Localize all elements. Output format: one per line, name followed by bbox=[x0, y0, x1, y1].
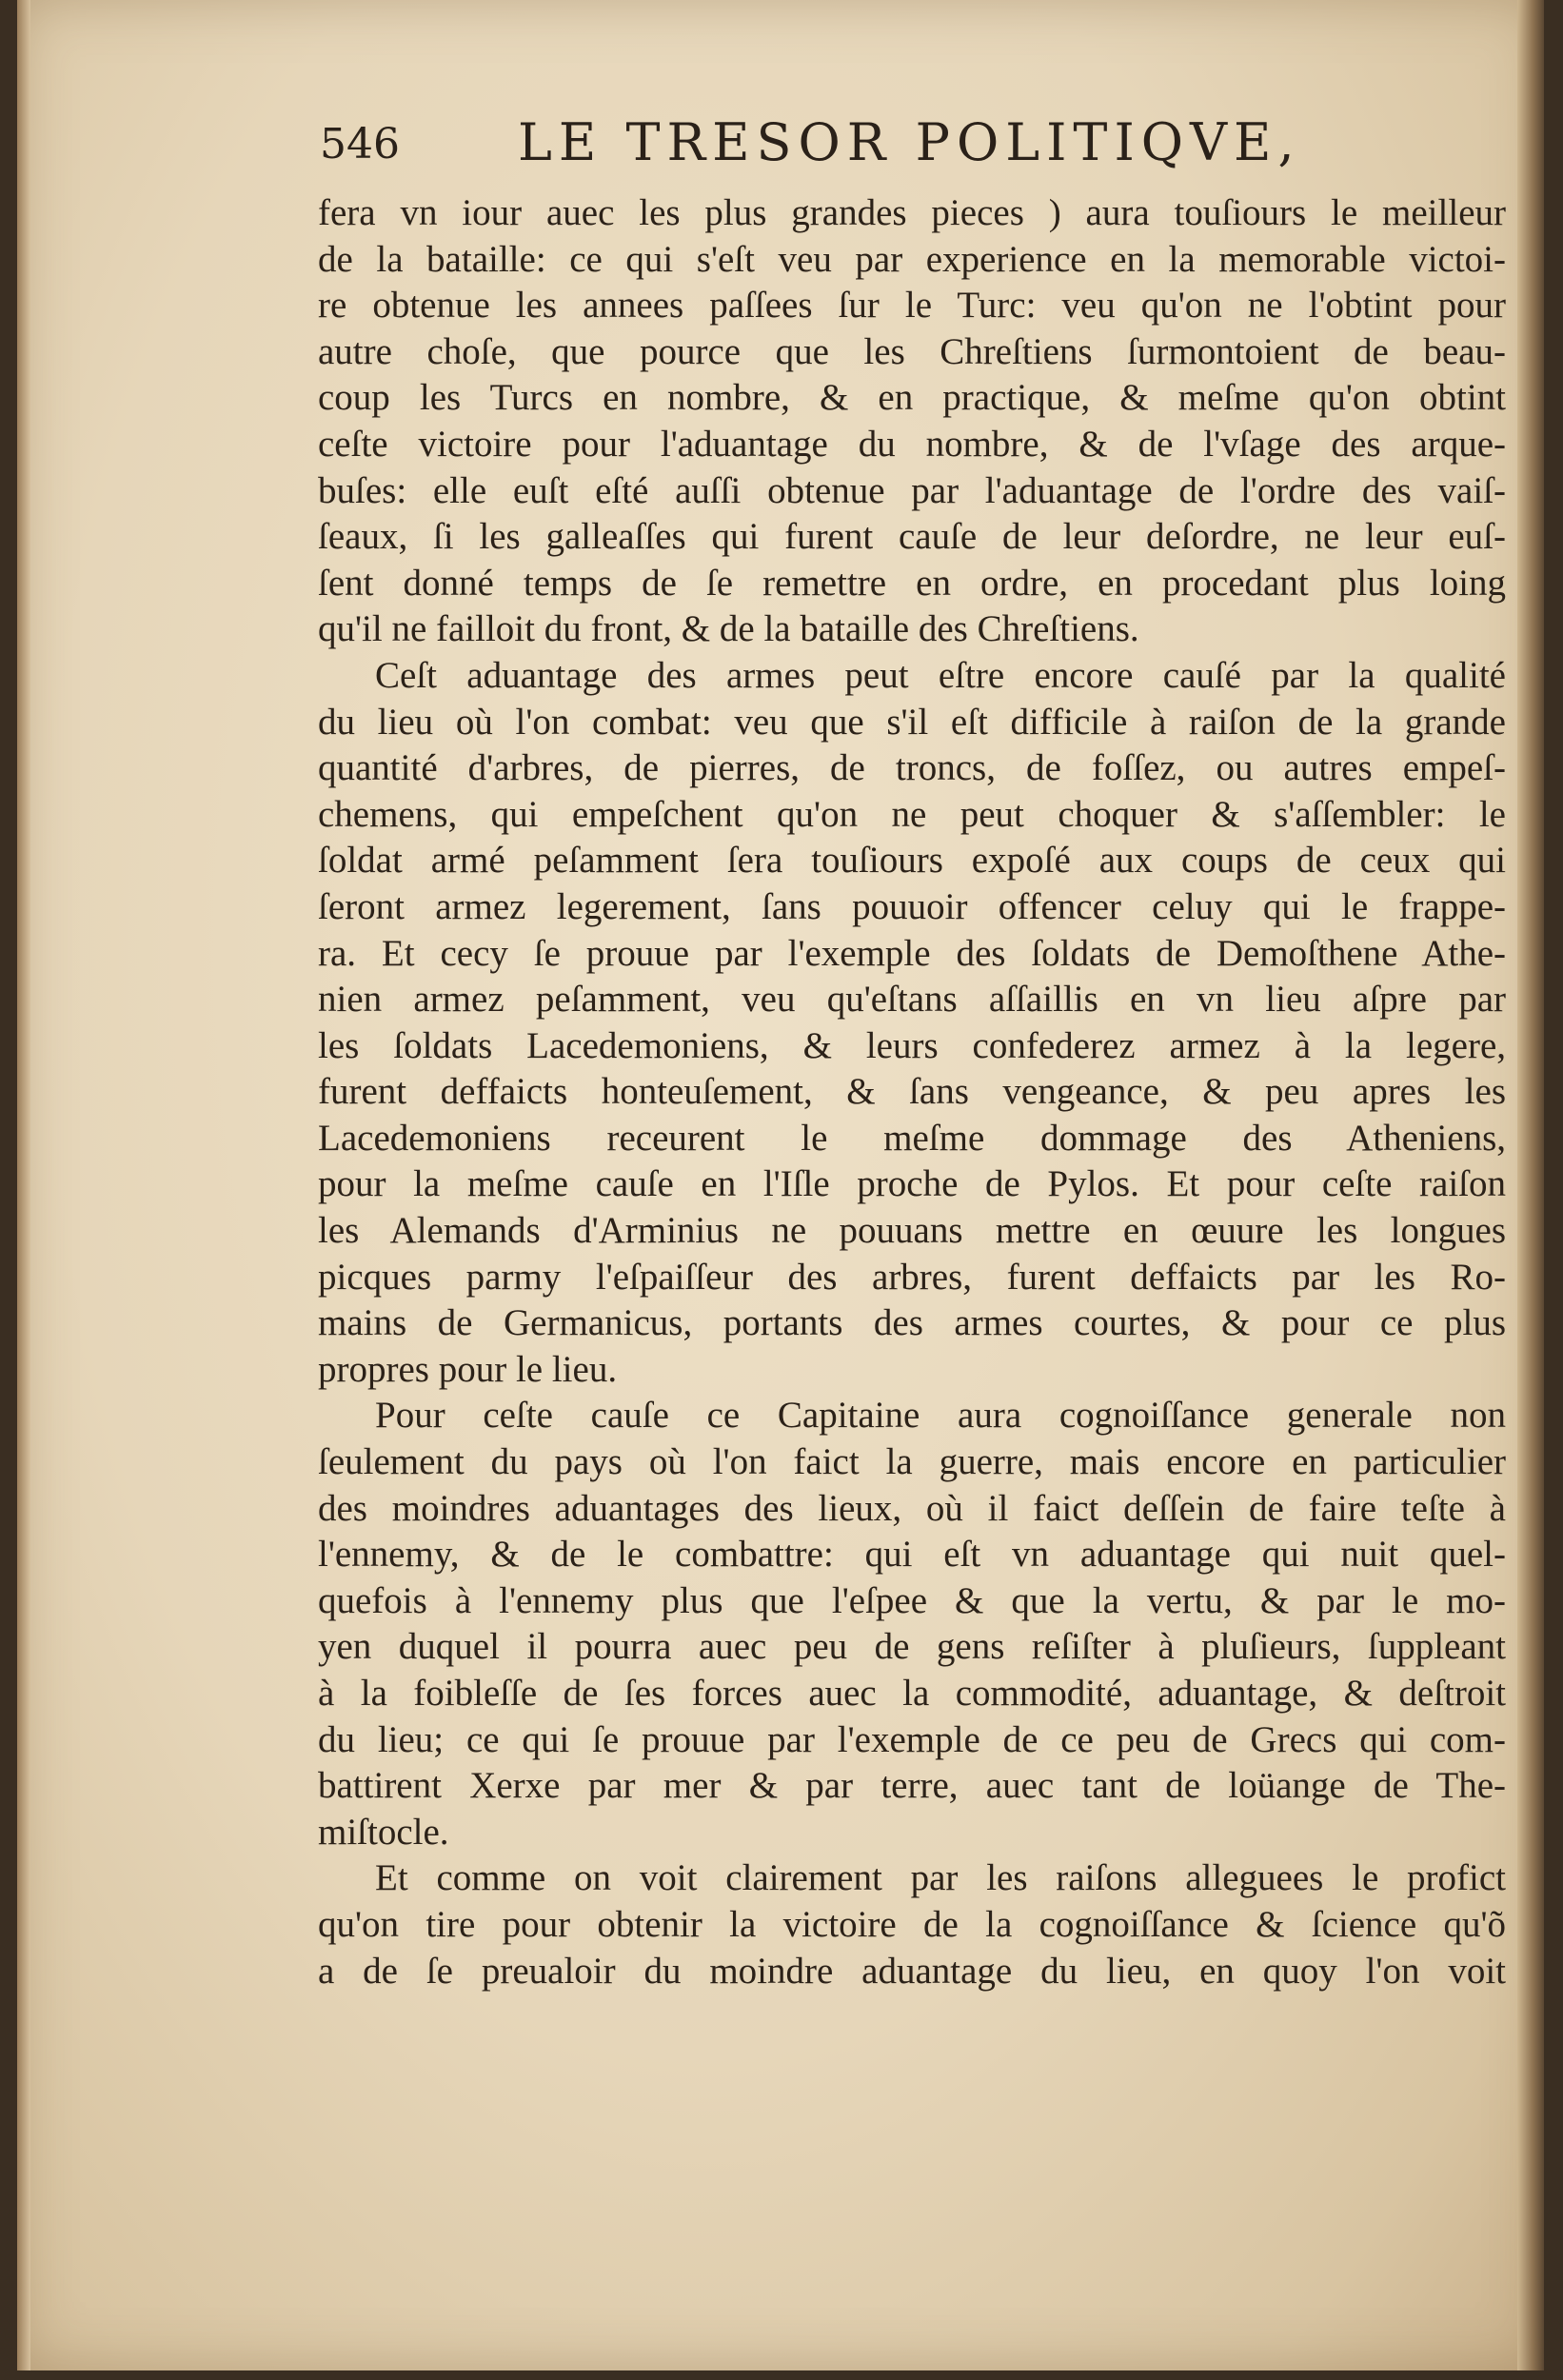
text-line: l'ennemy, & de le combattre: qui eſt vn aduantage qui nuit quel- bbox=[318, 1534, 1506, 1576]
page-number: 546 bbox=[320, 120, 400, 169]
text-line: ſeront armez legerement, ſans pouuoir offencer celuy qui le frappe- bbox=[318, 885, 1506, 927]
text-line: qu'il ne failloit du front, & de la bataille des Chreſtiens. bbox=[318, 608, 1139, 650]
text-line: picques parmy l'eſpaiſſeur des arbres, furent deffaicts par les Ro- bbox=[318, 1256, 1506, 1298]
text-line: à la foibleſſe de ſes forces auec la commodité, aduantage, & deſtroit bbox=[318, 1673, 1506, 1714]
text-line: battirent Xerxe par mer & par terre, auec tant de loüange de The- bbox=[318, 1765, 1506, 1807]
text-line: des moindres aduantages des lieux, où il faict deſſein de faire teſte à bbox=[318, 1487, 1506, 1529]
text-line: buſes: elle euſt eſté auſſi obtenue par l'aduantage de l'ordre des vaiſ- bbox=[318, 469, 1506, 511]
text-line: a de ſe preualoir du moindre aduantage du lieu, en quoy l'on voit bbox=[318, 1950, 1506, 1992]
text-line: ſent donné temps de ſe remettre en ordre, en procedant plus loing bbox=[318, 562, 1506, 604]
text-line: ra. Et cecy ſe prouue par l'exemple des ſoldats de Demoſthene Athe- bbox=[318, 932, 1506, 974]
text-line: mains de Germanicus, portants des armes courtes, & pour ce plus bbox=[318, 1302, 1506, 1344]
text-line: coup les Turcs en nombre, & en practique, & meſme qu'on obtint bbox=[318, 377, 1506, 419]
text-line: chemens, qui empeſchent qu'on ne peut choquer & s'aſſembler: le bbox=[318, 793, 1506, 835]
text-line: ceſte victoire pour l'aduantage du nombre, & de l'vſage des arque- bbox=[318, 423, 1506, 465]
text-line: du lieu; ce qui ſe prouue par l'exemple de ce peu de Grecs qui com- bbox=[318, 1718, 1506, 1760]
text-line: les ſoldats Lacedemoniens, & leurs confederez armez à la legere, bbox=[318, 1024, 1506, 1066]
text-line: du lieu où l'on combat: veu que s'il eſt difficile à raiſon de la grande bbox=[318, 701, 1506, 743]
text-line: fera vn iour auec les plus grandes pieces ) aura touſiours le meilleur bbox=[318, 192, 1506, 233]
text-line: propres pour le lieu. bbox=[318, 1348, 618, 1390]
text-line: miſtocle. bbox=[318, 1811, 449, 1853]
paragraph-start-line: Et comme on voit clairement par les raiſons alleguees le profict bbox=[375, 1857, 1506, 1899]
paragraph-start-line: Ceſt aduantage des armes peut eſtre encore cauſé par la qualité bbox=[375, 654, 1506, 696]
running-title: LE TRESOR POLITIQVE, bbox=[518, 112, 1301, 172]
text-line: quefois à l'ennemy plus que l'eſpee & que la vertu, & par le mo- bbox=[318, 1579, 1506, 1621]
text-line: yen duquel il pourra auec peu de gens reſiſter à pluſieurs, ſuppleant bbox=[318, 1626, 1506, 1668]
text-line: ſeaux, ſi les galleaſſes qui furent cauſe de leur deſordre, ne leur euſ- bbox=[318, 516, 1506, 558]
text-line: ſoldat armé peſamment ſera touſiours expoſé aux coups de ceux qui bbox=[318, 840, 1506, 882]
paragraph-start-line: Pour ceſte cauſe ce Capitaine aura cognoiſſance generale non bbox=[375, 1395, 1506, 1437]
text-line: furent deffaicts honteuſement, & ſans vengeance, & peu apres les bbox=[318, 1071, 1506, 1113]
page-left-edge bbox=[17, 0, 30, 2370]
text-line: qu'on tire pour obtenir la victoire de la cognoiſſance & ſcience qu'õ bbox=[318, 1903, 1506, 1945]
text-line: pour la meſme cauſe en l'Iſle proche de Pylos. Et pour ceſte raiſon bbox=[318, 1163, 1506, 1205]
text-line: quantité d'arbres, de pierres, de troncs, de foſſez, ou autres empeſ- bbox=[318, 747, 1506, 789]
body-text bbox=[318, 190, 1506, 1994]
text-line: autre choſe, que pource que les Chreſtiens ſurmontoient de beau- bbox=[318, 330, 1506, 372]
book-page bbox=[17, 0, 1544, 2370]
page-right-edge bbox=[1517, 0, 1544, 2370]
text-line: Lacedemoniens receurent le meſme dommage des Atheniens, bbox=[318, 1117, 1506, 1159]
text-line: de la bataille: ce qui s'eſt veu par experience en la memorable victoi- bbox=[318, 238, 1506, 280]
page-header bbox=[299, 112, 1479, 179]
text-line: ſeulement du pays où l'on faict la guerre, mais encore en particulier bbox=[318, 1441, 1506, 1483]
text-line: les Alemands d'Arminius ne pouuans mettre en œuure les longues bbox=[318, 1210, 1506, 1252]
text-line: re obtenue les annees paſſees ſur le Turc: veu qu'on ne l'obtint pour bbox=[318, 285, 1506, 327]
text-line: nien armez peſamment, veu qu'eſtans aſſaillis en vn lieu aſpre par bbox=[318, 979, 1506, 1021]
